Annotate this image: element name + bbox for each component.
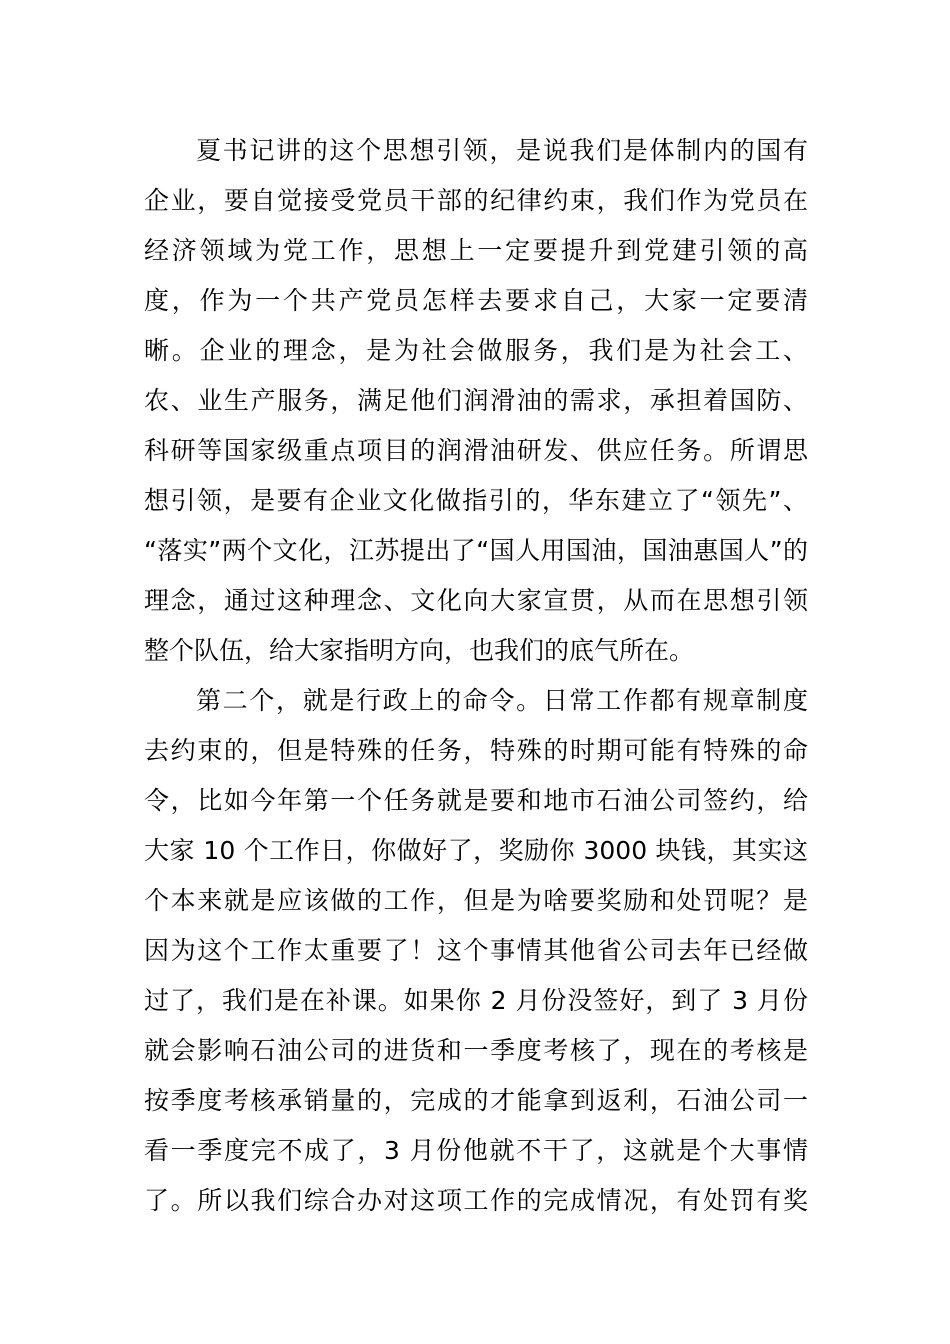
paragraph-2-line-3: 令，比如今年第一个任务就是要和地市石油公司签约，给 bbox=[144, 786, 808, 815]
paragraph-2-line-8: 就会影响石油公司的进货和一季度考核了，现在的考核是 bbox=[144, 1036, 808, 1065]
paragraph-2-line-1: 第二个，就是行政上的命令。日常工作都有规章制度 bbox=[196, 686, 808, 715]
paragraph-2-line-11: 了。所以我们综合办对这项工作的完成情况，有处罚有奖 bbox=[144, 1186, 808, 1215]
body-text bbox=[144, 126, 808, 1226]
paragraph-2-line-6: 因为这个工作太重要了！这个事情其他省公司去年已经做 bbox=[144, 936, 808, 965]
paragraph-1-line-2: 企业，要自觉接受党员干部的纪律约束，我们作为党员在 bbox=[144, 186, 808, 215]
paragraph-2-line-4: 大家 10 个工作日，你做好了，奖励你 3000 块钱，其实这 bbox=[144, 836, 808, 865]
paragraph-1-line-7: 科研等国家级重点项目的润滑油研发、供应任务。所谓思 bbox=[144, 436, 808, 465]
paragraph-2-line-5: 个本来就是应该做的工作，但是为啥要奖励和处罚呢？是 bbox=[144, 886, 808, 915]
paragraph-1-line-3: 经济领域为党工作，思想上一定要提升到党建引领的高 bbox=[144, 236, 808, 265]
paragraph-1-line-9: “落实”两个文化，江苏提出了“国人用国油，国油惠国人”的 bbox=[144, 536, 808, 565]
paragraph-2-line-10: 看一季度完不成了，3 月份他就不干了，这就是个大事情 bbox=[144, 1136, 808, 1165]
paragraph-1-line-1: 夏书记讲的这个思想引领，是说我们是体制内的国有 bbox=[196, 136, 808, 165]
paragraph-2-line-7: 过了，我们是在补课。如果你 2 月份没签好，到了 3 月份 bbox=[144, 986, 808, 1015]
paragraph-1-line-5: 晰。企业的理念，是为社会做服务，我们是为社会工、 bbox=[144, 336, 808, 365]
paragraph-1-line-4: 度，作为一个共产党员怎样去要求自己，大家一定要清 bbox=[144, 286, 808, 315]
paragraph-1-line-6: 农、业生产服务，满足他们润滑油的需求，承担着国防、 bbox=[144, 386, 808, 415]
paragraph-1-line-11: 整个队伍，给大家指明方向，也我们的底气所在。 bbox=[144, 636, 695, 665]
paragraph-1-line-8: 想引领，是要有企业文化做指引的，华东建立了“领先”、 bbox=[144, 486, 808, 515]
paragraph-2-line-9: 按季度考核承销量的，完成的才能拿到返利，石油公司一 bbox=[144, 1086, 808, 1115]
paragraph-2-line-2: 去约束的，但是特殊的任务，特殊的时期可能有特殊的命 bbox=[144, 736, 808, 765]
paragraph-1-line-10: 理念，通过这种理念、文化向大家宣贯，从而在思想引领 bbox=[144, 586, 808, 615]
